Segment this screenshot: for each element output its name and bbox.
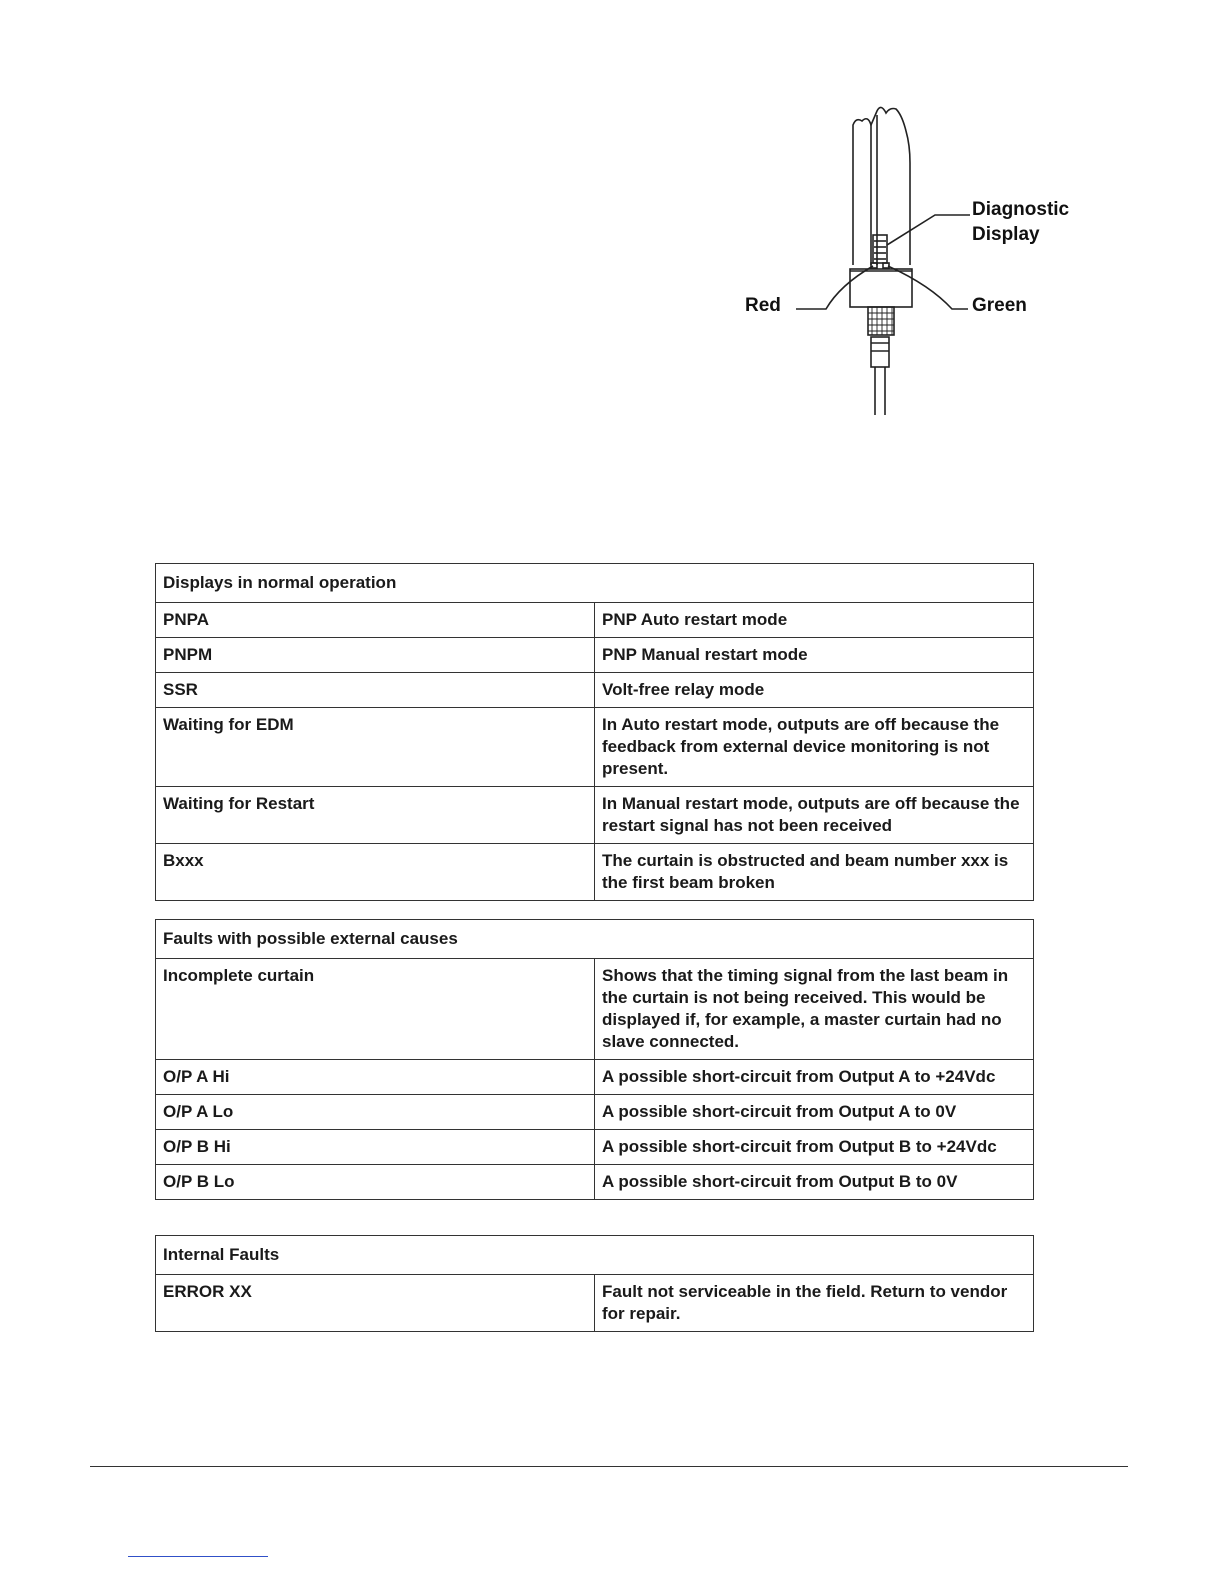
red-led-label: Red <box>745 295 781 316</box>
fault-description: Shows that the timing signal from the last beam in the curtain is not being received. This would be displayed if, for example, a master curtain had no slave connected. <box>595 959 1034 1060</box>
table-header: Displays in normal operation <box>156 564 1034 603</box>
fault-code: O/P A Hi <box>156 1060 595 1095</box>
table-row <box>156 1165 1034 1200</box>
display-description: In Auto restart mode, outputs are off because the feedback from external device monitoring is not present. <box>595 708 1034 787</box>
display-code: Waiting for Restart <box>156 787 595 844</box>
display-code: PNPM <box>156 638 595 673</box>
diagnostic-label-line2: Display <box>972 224 1040 245</box>
fault-description: Fault not serviceable in the field. Return to vendor for repair. <box>595 1275 1034 1332</box>
fault-code: O/P B Hi <box>156 1130 595 1165</box>
internal-faults-table <box>155 1235 1034 1332</box>
table-row <box>156 673 1034 708</box>
green-led-label: Green <box>972 295 1027 316</box>
fault-code: O/P B Lo <box>156 1165 595 1200</box>
table-header: Faults with possible external causes <box>156 920 1034 959</box>
normal-operation-table <box>155 563 1034 901</box>
table-row <box>156 959 1034 1060</box>
table-row <box>156 1130 1034 1165</box>
display-code: PNPA <box>156 603 595 638</box>
fault-code: ERROR XX <box>156 1275 595 1332</box>
table-row <box>156 638 1034 673</box>
display-description: PNP Manual restart mode <box>595 638 1034 673</box>
external-faults-table <box>155 919 1034 1200</box>
diagnostic-display-figure <box>730 85 1110 425</box>
table-row <box>156 603 1034 638</box>
table-row <box>156 1275 1034 1332</box>
fault-description: A possible short-circuit from Output A to +24Vdc <box>595 1060 1034 1095</box>
diagnostic-label-line1: Diagnostic <box>972 199 1070 220</box>
table-row <box>156 844 1034 901</box>
display-code: Waiting for EDM <box>156 708 595 787</box>
display-code: SSR <box>156 673 595 708</box>
table-row <box>156 708 1034 787</box>
table-row <box>156 1095 1034 1130</box>
display-description: Volt-free relay mode <box>595 673 1034 708</box>
display-description: The curtain is obstructed and beam number xxx is the first beam broken <box>595 844 1034 901</box>
fault-code: O/P A Lo <box>156 1095 595 1130</box>
fault-description: A possible short-circuit from Output B to +24Vdc <box>595 1130 1034 1165</box>
fault-description: A possible short-circuit from Output B to 0V <box>595 1165 1034 1200</box>
footer-divider <box>90 1466 1128 1467</box>
table-row <box>156 1060 1034 1095</box>
display-code: Bxxx <box>156 844 595 901</box>
footer-link-underline[interactable] <box>128 1556 268 1557</box>
display-description: In Manual restart mode, outputs are off because the restart signal has not been received <box>595 787 1034 844</box>
fault-description: A possible short-circuit from Output A to 0V <box>595 1095 1034 1130</box>
display-description: PNP Auto restart mode <box>595 603 1034 638</box>
light-curtain-illustration <box>730 85 1110 425</box>
table-row <box>156 787 1034 844</box>
fault-code: Incomplete curtain <box>156 959 595 1060</box>
table-header: Internal Faults <box>156 1236 1034 1275</box>
